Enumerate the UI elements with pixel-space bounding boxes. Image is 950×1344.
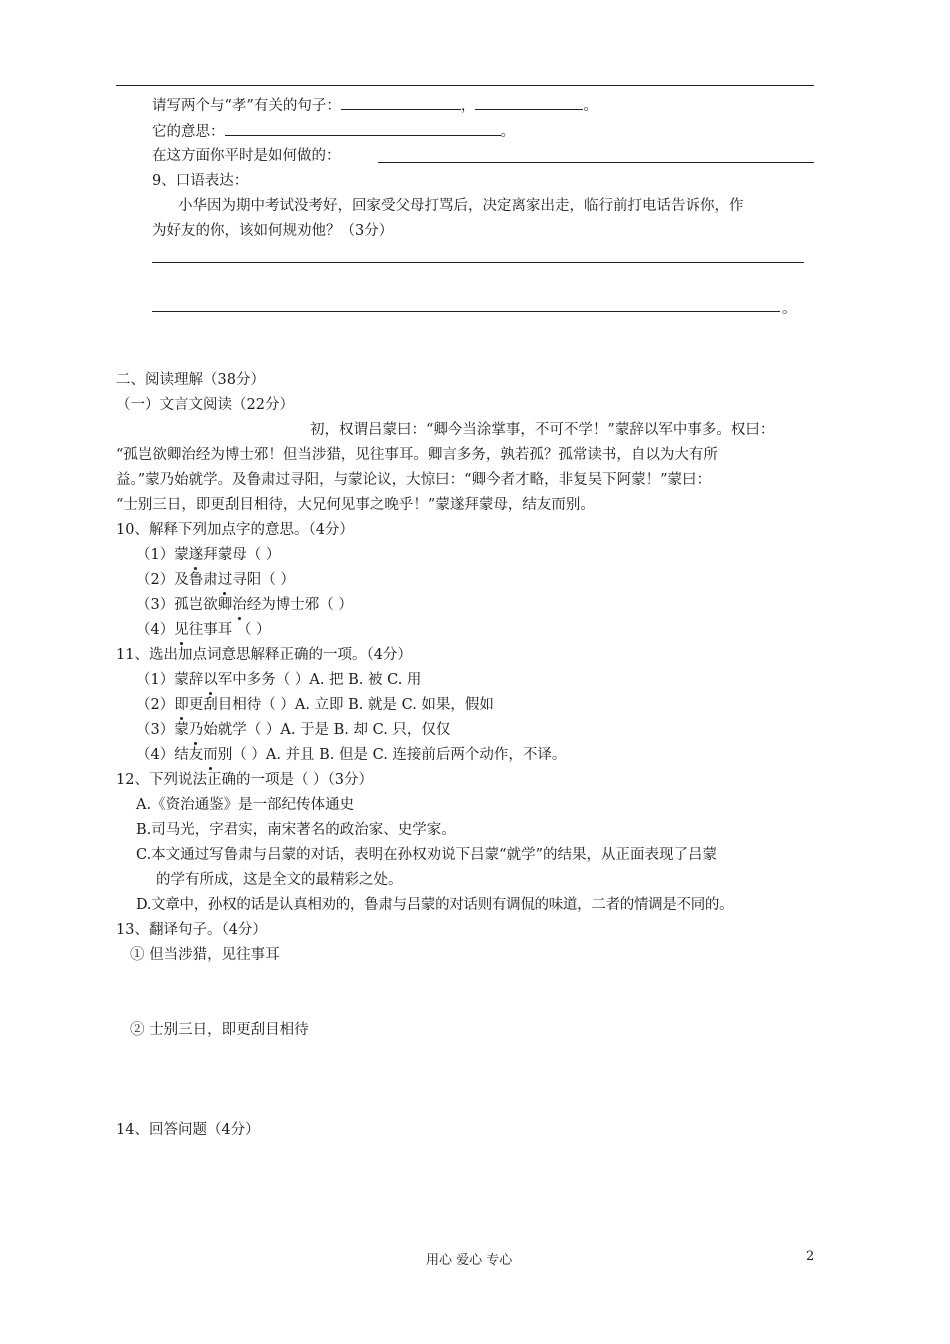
- q12-title: 12、下列说法正确的一项是（ ）（3分）: [116, 772, 374, 788]
- dotted-char: 遂: [188, 547, 204, 563]
- dotted-char: 过: [217, 572, 233, 588]
- page-number: 2: [806, 1249, 815, 1264]
- passage-line-1: 初，权谓吕蒙曰：“卿今当涂掌事，不可不学！”蒙辞以军中事多。权曰：: [310, 422, 775, 438]
- passage-line-3: 益。”蒙乃始就学。及鲁肃过寻阳，与蒙论议，大惊曰：“卿今者才略，非复吴下阿蒙！”蒙曰：: [116, 472, 711, 488]
- comma: ，: [460, 98, 476, 114]
- q9-title: 9、口语表达：: [152, 173, 249, 189]
- period: 。: [583, 98, 598, 114]
- practice-blank[interactable]: [378, 162, 814, 163]
- passage-line-2: “孤岂欲卿治经为博士邪！但当涉猎，见往事耳。卿言多务，孰若孤？孤常读书，自以为大有所: [116, 447, 718, 463]
- dotted-char: 乃: [188, 722, 204, 738]
- q9-end: 。: [782, 301, 797, 317]
- passage-line-4: “士别三日，即更刮目相待，大兄何见事之晚乎！”蒙遂拜蒙母，结友而别。: [116, 497, 595, 513]
- filial-sentences-line: [152, 95, 598, 116]
- dotted-char: 即: [174, 697, 189, 713]
- meaning-label: 它的意思：: [152, 124, 225, 140]
- q12-option-c-1: C.本文通过写鲁肃与吕蒙的对话，表明在孙权劝说下吕蒙“就学”的结果，从正面表现了吕蒙: [136, 847, 718, 863]
- header-rule: [116, 85, 814, 86]
- q11-item-3: （3）蒙乃始就学（ ）A. 于是 B. 却 C. 只，仅仅: [136, 722, 451, 738]
- dotted-char: 而: [203, 747, 218, 763]
- dotted-char: 见: [174, 622, 189, 638]
- footer-motto: 用心 爱心 专心: [426, 1253, 513, 1268]
- meaning-line: [152, 121, 515, 142]
- q9-answer-line-1[interactable]: [152, 262, 804, 263]
- q11-item-4: （4）结友而别（ ）A. 并且 B. 但是 C. 连接前后两个动作，不译。: [136, 747, 567, 763]
- practice-label: 在这方面你平时是如何做的：: [152, 148, 341, 164]
- filial-prompt: 请写两个与“孝”有关的句子：: [152, 98, 341, 114]
- q14-title: 14、回答问题（4分）: [116, 1122, 260, 1138]
- meaning-blank[interactable]: [225, 121, 501, 136]
- filial-blank-2[interactable]: [475, 95, 583, 110]
- q11-title: 11、选出加点词意思解释正确的一项。（4分）: [116, 647, 412, 663]
- q10-item-1: （1）蒙遂拜蒙母（ ）: [136, 547, 281, 563]
- q9-answer-line-2[interactable]: [152, 311, 780, 312]
- q10-item-3: （3）孤岂欲卿治经为博士邪（ ）: [136, 597, 353, 613]
- q9-text-2: 为好友的你，该如何规劝他？（3分）: [152, 223, 394, 239]
- practice-line: [152, 146, 341, 166]
- q11-item-1: （1）蒙辞以军中多务（ ）A. 把 B. 被 C. 用: [136, 672, 422, 688]
- subsection-title: （一）文言文阅读（22分）: [116, 397, 294, 413]
- q12-option-c-2: 的学有所成，这是全文的最精彩之处。: [156, 872, 403, 888]
- q11-item-2: （2）即更刮目相待（ ）A. 立即 B. 就是 C. 如果，假如: [136, 697, 494, 713]
- dotted-char: 以: [203, 672, 218, 688]
- q10-item-2: （2）及鲁肃过寻阳（ ）: [136, 572, 295, 588]
- dotted-char: 治: [232, 597, 247, 613]
- period: 。: [500, 124, 515, 140]
- q9-text-1: 小华因为期中考试没考好，回家受父母打骂后，决定离家出走，临行前打电话告诉你，作: [178, 198, 744, 214]
- q12-option-b: B.司马光，字君实，南宋著名的政治家、史学家。: [136, 822, 456, 838]
- q13-sentence-2: ② 士别三日，即更刮目相待: [130, 1022, 309, 1038]
- q13-sentence-1: ① 但当涉猎，见往事耳: [130, 947, 280, 963]
- q10-item-4: （4）见往事耳 （ ）: [136, 622, 271, 638]
- q13-title: 13、翻译句子。（4分）: [116, 922, 267, 938]
- filial-blank-1[interactable]: [341, 95, 461, 110]
- section-title: 二、阅读理解（38分）: [116, 372, 265, 388]
- q12-option-a: A.《资治通鉴》是一部纪传体通史: [136, 797, 355, 813]
- q10-title: 10、解释下列加点字的意思。（4分）: [116, 522, 354, 538]
- q12-option-d: D.文章中，孙权的话是认真相劝的，鲁肃与吕蒙的对话则有调侃的味道，二者的情调是不同的。: [136, 897, 734, 913]
